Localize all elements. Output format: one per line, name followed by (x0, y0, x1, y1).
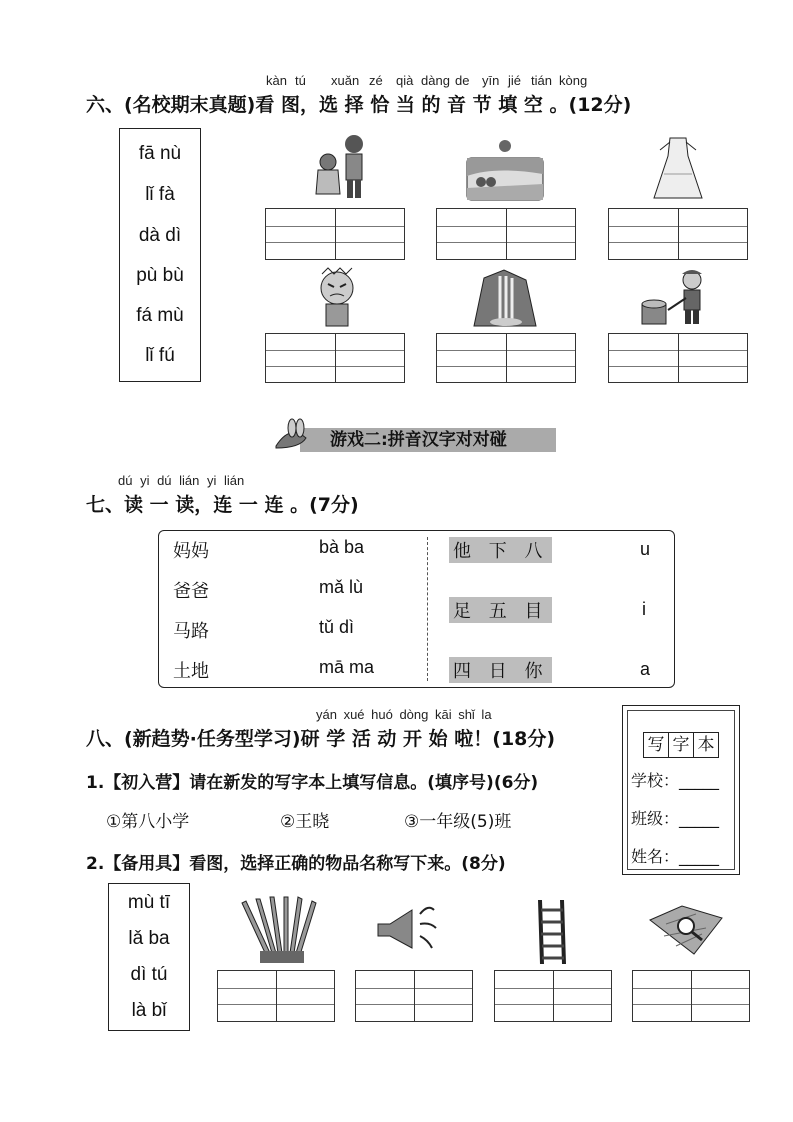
ladder-picture (532, 898, 572, 966)
q2-option-4: là bǐ (131, 1000, 167, 1021)
notebook-class-field[interactable]: 班级：_____ (631, 809, 720, 828)
notebook-title-char-2: 字 (669, 732, 694, 758)
letter-i[interactable]: i (642, 599, 646, 619)
section-8-options-box (108, 883, 190, 1031)
pinyin-match-4[interactable]: mā ma (319, 657, 375, 677)
q1-option-1: ①第八小学 (106, 812, 190, 832)
pinyin-tian: tián (531, 73, 552, 88)
char-group-1[interactable]: 他 下 八 (449, 537, 552, 563)
pinyin-tu: tú (295, 73, 306, 88)
pinyin-match-2[interactable]: mǎ lù (319, 577, 364, 597)
notebook-title-char-1: 写 (643, 732, 669, 758)
option-4: pù bù (136, 265, 184, 286)
crayons-picture (222, 893, 332, 965)
pinyin-dang: dàng (421, 73, 450, 88)
pinyin-kong: kòng (559, 73, 588, 88)
pinyin-yin: yīn (482, 73, 500, 88)
pinyin-ze: zé (369, 73, 383, 88)
q2-answer-grid-2[interactable] (355, 970, 473, 1022)
q1-option-3: ③一年级(5)班 (404, 812, 512, 832)
divider-dashed (427, 537, 428, 681)
notebook-title (643, 732, 719, 758)
letter-u[interactable]: u (640, 539, 651, 559)
matching-box (158, 530, 675, 688)
answer-grid-5[interactable] (436, 333, 576, 383)
answer-grid-3[interactable] (608, 208, 748, 260)
notebook (622, 705, 740, 875)
pinyin-qia: qià (396, 73, 414, 88)
land-picture (465, 138, 545, 202)
pinyin-kan: kàn (266, 73, 287, 88)
q2-answer-grid-3[interactable] (494, 970, 612, 1022)
map-picture (646, 902, 726, 958)
answer-grid-1[interactable] (265, 208, 405, 260)
q2-option-3: dì tú (130, 964, 168, 985)
section-8-pinyin: yán xué huó dòng kāi shǐ la (316, 707, 492, 722)
pinyin-match-1[interactable]: bà ba (319, 537, 365, 557)
lumberjack-picture (640, 266, 720, 328)
q2-answer-grid-4[interactable] (632, 970, 750, 1022)
q2-option-2: lǎ ba (128, 928, 170, 949)
option-2: lǐ fà (145, 184, 175, 205)
option-3: dà dì (138, 225, 182, 246)
section-6-options-box (119, 128, 201, 382)
option-6: lǐ fú (145, 345, 175, 366)
pinyin-match-3[interactable]: tǔ dì (319, 617, 355, 637)
answer-grid-4[interactable] (265, 333, 405, 383)
waterfall-picture (470, 268, 540, 328)
loudspeaker-picture (372, 900, 442, 952)
pinyin-de: de (455, 73, 470, 88)
haircut-picture (312, 130, 372, 202)
question-2: 2.【备用具】看图，选择正确的物品名称写下来。(8分) (86, 854, 506, 874)
notebook-name-field[interactable]: 姓名：_____ (631, 847, 720, 866)
word-1[interactable]: 妈妈 (173, 541, 209, 562)
notebook-title-char-3: 本 (694, 732, 719, 758)
answer-grid-6[interactable] (608, 333, 748, 383)
q1-option-2: ②王晓 (280, 812, 330, 832)
char-group-3[interactable]: 四 日 你 (449, 657, 552, 683)
option-1: fā nù (138, 143, 182, 164)
pinyin-jie: jié (508, 73, 522, 88)
option-5: fá mù (136, 305, 184, 326)
word-4[interactable]: 土地 (173, 661, 209, 682)
dress-picture (650, 134, 706, 202)
section-8-title: 八、(新趋势·任务型学习)研 学 活 动 开 始 啦！(18分) (86, 728, 556, 750)
q2-option-1: mù tī (127, 892, 171, 913)
banner-title: 游戏二:拼音汉字对对碰 (330, 430, 507, 450)
letter-a[interactable]: a (640, 659, 651, 679)
section-7-pinyin: dú yi dú lián yi lián (118, 473, 245, 488)
char-group-2[interactable]: 足 五 目 (449, 597, 552, 623)
angry-boy-picture (312, 264, 362, 328)
q2-answer-grid-1[interactable] (217, 970, 335, 1022)
section-7-title: 七、读 一 读，连 一 连 。(7分) (86, 494, 359, 516)
answer-grid-2[interactable] (436, 208, 576, 260)
word-3[interactable]: 马路 (173, 621, 209, 642)
word-2[interactable]: 爸爸 (173, 581, 209, 602)
pinyin-xuan: xuǎn (331, 73, 360, 88)
section-6-title: 六、(名校期末真题)看 图，选 择 恰 当 的 音 节 填 空 。(12分) (86, 94, 632, 116)
question-1: 1.【初入营】请在新发的写字本上填写信息。(填序号)(6分) (86, 773, 539, 793)
notebook-school-field[interactable]: 学校：_____ (631, 771, 720, 790)
